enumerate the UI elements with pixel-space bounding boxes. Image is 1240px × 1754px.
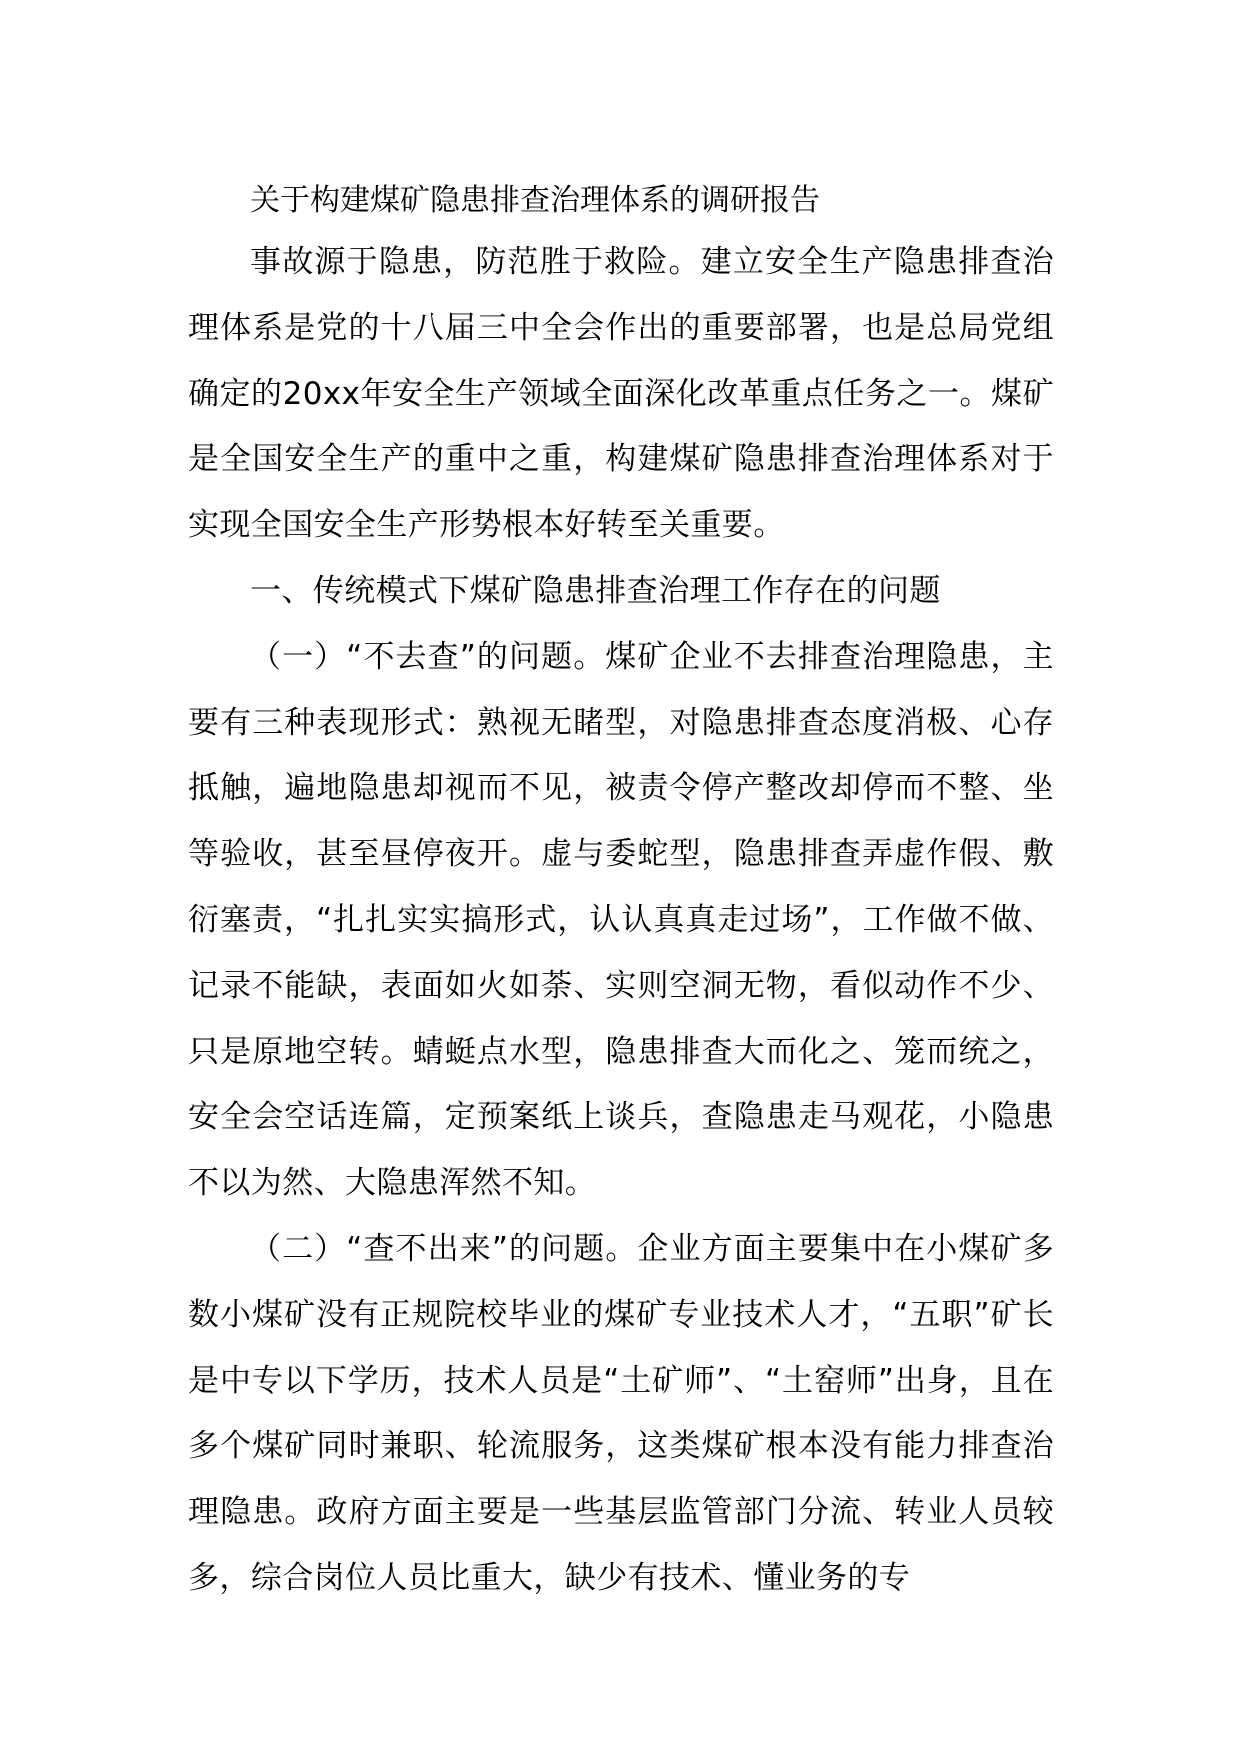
document-title: 关于构建煤矿隐患排查治理体系的调研报告: [250, 183, 820, 218]
paragraph-issue-1: （一）“不去查”的问题。煤矿企业不去排查治理隐患，主要有三种表现形式：熟视无睹型，对隐患排查态度消极、心存抵触，遍地隐患却视而不见，被责令停产整改却停而不整、坐等验收，甚至昼停夜开。虚与委蛇型，隐患排查弄虚作假、敷衍塞责，“扎扎实实搞形式，认认真真走过场”，工作做不做、记录不能缺，表面如火如荼、实则空洞无物，看似动作不少、只是原地空转。蜻蜓点水型，隐患排查大而化之、笼而统之，安全会空话连篇，定预案纸上谈兵，查隐患走马观花，小隐患不以为然、大隐患浑然不知。: [188, 638, 1054, 1202]
document-body: [188, 172, 1054, 1612]
section-heading-1: 一、传统模式下煤矿隐患排查治理工作存在的问题: [250, 572, 941, 609]
paragraph-issue-2: （二）“查不出来”的问题。企业方面主要集中在小煤矿多数小煤矿没有正规院校毕业的煤矿专业技术人才，“五职”矿长是中专以下学历，技术人员是“土矿师”、“土窑师”出身，且在多个煤矿同时兼职、轮流服务，这类煤矿根本没有能力排查治理隐患。政府方面主要是一些基层监管部门分流、转业人员较多，综合岗位人员比重大，缺少有技术、懂业务的专: [188, 1230, 1054, 1596]
paragraph-intro: 事故源于隐患，防范胜于救险。建立安全生产隐患排查治理体系是党的十八届三中全会作出的重要部署，也是总局党组确定的20xx年安全生产领域全面深化改革重点任务之一。煤矿是全国安全生产的重中之重，构建煤矿隐患排查治理体系对于实现全国安全生产形势根本好转至关重要。: [188, 244, 1054, 544]
